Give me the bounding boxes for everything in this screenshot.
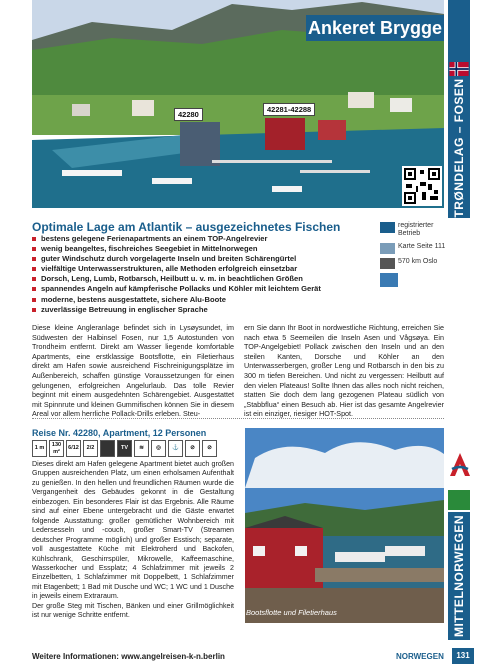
list-item: bestens gelegene Ferienapartments an einem TOP-Angelrevier (32, 234, 377, 244)
spec-distance: 1 m (32, 440, 47, 457)
spec-area: 130 m² (49, 440, 64, 457)
footer-info: Weitere Informationen: www.angelreisen-k-n.berlin (32, 652, 225, 661)
qr-code-icon[interactable] (402, 166, 442, 206)
intro-text-col1: Diese kleine Angleranlage befindet sich in Lysøysundet, im Südwesten der Halbinsel Fosen, nur 1,5 Autostunden von Trondheim entfernt. Direkt am Wasser liegende komfortable Apartments, eine erstklassige Bootsflotte, ein Filetierhaus direkt am Hafen sowie ausreichend Fischreinigungsplätze im Außenbereich, schaffen günstige Voraussetzungen für einen gelungenen, erfolgreichen Angelurlaub. Das tolle Revier beginnt mit einem ausgedehnten Schärengebiet. Ausgestattet mit Spinnrute und kleinen Gummifischen können Sie in diesem Areal vor allem herrliche Pollack-Drills erleben. Steu- (32, 323, 234, 419)
spec-icons (32, 440, 217, 457)
angelreisen-logo-icon (449, 452, 471, 478)
list-item: guter Windschutz durch vorgelagerte Inseln und breiten Schärengürtel (32, 254, 377, 264)
trip-title: Reise Nr. 42280, Apartment, 12 Personen (32, 428, 207, 438)
map-icon (380, 243, 395, 254)
intro-text-col2: ern Sie dann Ihr Boot in nordwestliche Richtung, erreichen Sie nach etwa 5 Seemeilen die Inseln Asen und Vågsøya. Ein TOP-Angelgebiet! Pollack zwischen den Inseln und an den steilen Kanten, Dorsche und Köhler an den Unterwasserbergen, großer Leng und Rotbarsch in den bis zu 300 m tiefen Bereichen. Und nicht zu vergessen: Heilbutt auf den vielen Plateaus! Sollte Ihnen das alles noch nicht reichen, statten Sie doch dem lang gezogenen Plateau südlich von „Stabbflua“ einen Besuch ab. Hier ist das gesamte Angelrevier ist ein einziger, riesiger HOT-Spot. (244, 323, 444, 419)
footer-region: NORWEGEN (396, 652, 444, 661)
photo-caption: Bootsflotte und Filetierhaus (246, 608, 337, 617)
info-registered: registrierter Betrieb (380, 222, 446, 239)
spec-tv: TV (117, 440, 132, 457)
norway-flag-icon (449, 62, 469, 76)
no-smoking-icon: ⊘ (185, 440, 200, 457)
list-item: Dorsch, Leng, Lumb, Rotbarsch, Heilbutt u. v. m. in beachtlichen Größen (32, 274, 377, 284)
list-item: vielfältige Unterwasserstrukturen, alle Methoden erfolgreich einsetzbar (32, 264, 377, 274)
info-certified (380, 273, 446, 287)
house-id-tag: 42280 (174, 108, 203, 121)
green-tab (448, 490, 470, 510)
washing-machine-icon: ◎ (151, 440, 166, 457)
spec-persons: 6/12 (66, 440, 81, 457)
car-icon (380, 258, 395, 269)
page-number: 131 (452, 648, 474, 664)
trip-description: Dieses direkt am Hafen gelegene Apartment bietet auch großen Gruppen ausreichenden Platz, um einen erholsamen Aufenthalt zu genießen. In den hellen und freundlichen Räumen wurde die Vergangenheit des Gebäudes gekonnt in die Gestaltung einbezogen. Ein besonderes Flair ist das Ergebnis. Alle Räume sind auf einer Ebene untergebracht und die Gäste erwartet folgende Ausstattung: großer gemütlicher Wohnbereich mit Ledersesseln und -couch, großer Smart-TV (Streamen deutscher Programme möglich) und großer Esstisch; separate, voll ausgestattete Küche mit Elektroherd und Backofen, Kühlschrank, Geschirrspüler, Mikrowelle, Kaffeemaschine, Wasserkocher und Essplatz; 4 Schlafzimmer mit jeweils 2 Einzelbetten, 1 Schlafzimmer mit Doppelbett, 1 Schlafzimmer mit Etagenbett; 1 Bad mit Dusche und WC; 1 WC und 1 Dusche in jeweils einem Extraraum. Der große Steg mit Tischen, Bänken und einer Grillmöglichkeit ist nur wenige Schritte entfernt. (32, 460, 234, 620)
divider (32, 418, 444, 419)
info-box (380, 222, 446, 291)
list-item: zuverlässige Betreuung in englischer Sprache (32, 305, 377, 315)
fishing-icon: ⚓ (168, 440, 183, 457)
list-item: wenig beangeltes, fischreiches Seegebiet in Mittelnorwegen (32, 244, 377, 254)
wifi-icon: ≋ (134, 440, 149, 457)
spec-rooms: 2/2 (83, 440, 98, 457)
house-id-tag: 42281-42288 (263, 103, 315, 116)
page-title: Ankeret Brygge (306, 15, 444, 41)
no-pets-icon: ⊘ (202, 440, 217, 457)
fish-icon (380, 222, 395, 233)
highlights-title: Optimale Lage am Atlantik – ausgezeichnetes Fischen (32, 220, 341, 234)
boathouse-photo (245, 428, 444, 623)
highlights-list (32, 234, 377, 315)
list-item: moderne, bestens ausgestattete, sichere Alu-Boote (32, 295, 377, 305)
side-region-mid: MITTELNORWEGEN (448, 512, 470, 640)
list-item: spannendes Angeln auf kämpferische Pollacks und Köhler mit leichtem Gerät (32, 284, 377, 294)
flag-icon (100, 440, 115, 457)
info-distance: 570 km Oslo (380, 258, 446, 269)
certified-icon (380, 273, 398, 287)
info-map: Karte Seite 111 (380, 243, 446, 254)
side-region-label: TRØNDELAG – FOSEN (452, 78, 466, 218)
